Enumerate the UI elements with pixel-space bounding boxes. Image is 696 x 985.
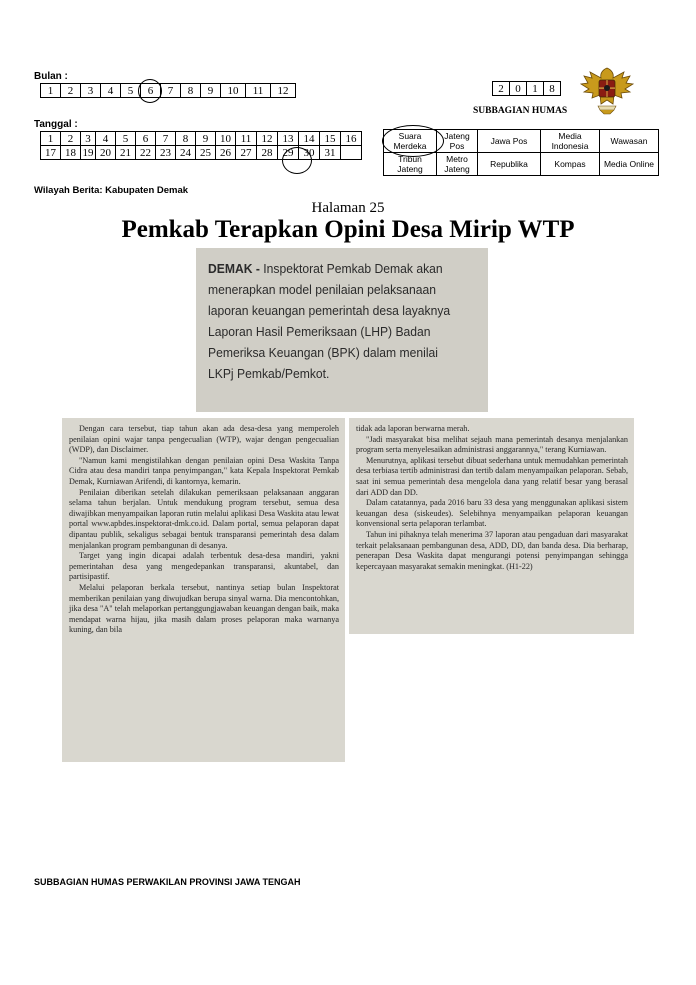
date-cell: 19 (82, 146, 94, 159)
year-digit: 1 (527, 82, 544, 96)
paragraph: "Jadi masyarakat bisa melihat sejauh mana pemerintah desanya menjalankan program serta menyelesaikan administrasi anggarannya," terang Kurniawan. (356, 434, 628, 455)
date-cell: 2 (61, 132, 81, 146)
date-cell: 4 (96, 132, 116, 146)
paragraph: Melalui pelaporan berkala tersebut, nantinya setiap bulan Inspektorat memberikan penilaian yang diwujudkan berupa sinyal warna. Dia mencontohkan, jika desa "A" telah melaporkan pertanggungjawaban keuangan dengan baik, maka mendapat warna hijau, jika masih dalam proses pelaporan maka warnanya kuning, dan bila (69, 582, 339, 635)
article-title: Pemkab Terapkan Opini Desa Mirip WTP (121, 216, 575, 243)
month-cell: 9 (201, 84, 221, 98)
date-cell: 5 (116, 132, 136, 146)
date-cell: 16 (341, 132, 362, 146)
month-cell: 12 (271, 84, 296, 98)
garuda-emblem-icon (578, 62, 636, 120)
date-cell: 31 (320, 146, 341, 160)
media-cell: Kompas (541, 153, 600, 176)
media-cell: Jateng Pos (437, 130, 478, 153)
month-cell: 8 (181, 84, 201, 98)
media-cell: Media Online (600, 153, 659, 176)
date-cell: 12 (257, 132, 278, 146)
paragraph: Menurutnya, aplikasi tersebut dibuat sederhana untuk memudahkan pemerintah desa terbiasa tertib administrasi dan tertib dalam menyampaikan pelaporan. Sebab, saat ini semua pemerintah desa mengelola dana yang relatif besar yang berasal dari ADD dan DD. (356, 455, 628, 497)
paragraph: Dalam catatannya, pada 2016 baru 33 desa yang menggunakan aplikasi sistem keuangan desa (siskeudes). Selebihnya menyampaikan pelaporan keuangan konvensional serta pelaporan terlambat. (356, 498, 628, 529)
lead-clipping (196, 248, 488, 412)
date-cell: 18 (61, 146, 81, 160)
date-cell: 7 (156, 132, 176, 146)
article-column-2 (356, 424, 628, 572)
paragraph: Penilaian diberikan setelah dilakukan pemeriksaan pelaksanaan anggaran selama tahun berjalan. Untuk mendukung program tersebut, semua desa diwajibkan menyampaikan laporan rutin melalui aplikasi Desa Waskita atau lewat portal www.apbdes.inspektorat-dmk.co.id. Dalam portal, semua pelaporan dapat dipantau publik, sekaligus sebagai bentuk transparansi pemerintah desa dalam menjalankan program pembangunan di desanya. (69, 487, 339, 550)
page-number: Halaman 25 (311, 200, 385, 216)
date-cell: 30 (299, 146, 320, 160)
media-cell: Wawasan (600, 130, 659, 153)
date-cell: 25 (196, 146, 216, 160)
date-grid (40, 131, 362, 160)
date-cell: 10 (216, 132, 236, 146)
month-cell: 11 (246, 84, 271, 98)
date-cell: 9 (196, 132, 216, 146)
date-cell: 27 (236, 146, 257, 160)
article-column-1 (69, 424, 339, 636)
selected-month-circle (138, 79, 162, 103)
bulan-label: Bulan : (34, 71, 68, 82)
paragraph: tidak ada laporan berwarna merah. (356, 424, 470, 433)
month-cell: 1 (41, 84, 61, 98)
media-cell: Jawa Pos (478, 130, 541, 153)
lead-paragraph (208, 258, 458, 384)
year-grid (492, 81, 561, 96)
date-cell: 20 (96, 146, 116, 160)
year-digit: 2 (493, 82, 510, 96)
date-cell: 17 (41, 146, 61, 160)
month-cell: 6 (141, 84, 161, 98)
wilayah-label: Wilayah Berita: Kabupaten Demak (34, 185, 189, 196)
media-cell: Metro Jateng (437, 153, 478, 176)
date-cell: 22 (136, 146, 156, 160)
paragraph: "Namun kami mengistilahkan dengan penilaian opini Desa Waskita Tanpa Cidra atau desa mandiri tanpa penyimpangan," kata Kepala Inspektorat Pemkab Demak, Kurniawan Arifendi, di kantornya, kemarin. (69, 455, 339, 486)
date-cell: 24 (176, 146, 196, 160)
tanggal-label: Tanggal : (34, 119, 78, 130)
date-cell: 15 (320, 132, 341, 146)
month-grid (40, 83, 296, 98)
footer-label: SUBBAGIAN HUMAS PERWAKILAN PROVINSI JAWA TENGAH (34, 877, 301, 887)
media-cell: Media Indonesia (541, 130, 600, 153)
date-cell: 3 (81, 132, 96, 146)
paragraph: Dengan cara tersebut, tiap tahun akan ada desa-desa yang memperoleh penilaian opini wajar tanpa pengecualian (WTP), wajar dengan pengecualian (WDP), dan Disclaimer. (69, 424, 339, 455)
date-cell: 14 (299, 132, 320, 146)
date-cell: 26 (216, 146, 236, 160)
lead-body: Inspektorat Pemkab Demak akan menerapkan model penilaian pelaksanaan laporan keuangan pemerintah desa layaknya Laporan Hasil Pemeriksaan (LHP) Badan Pemeriksa Keuangan (BPK) dalam menilai LKPj Pemkab/Pemkot. (208, 261, 451, 381)
paragraph: Tahun ini pihaknya telah menerima 37 laporan atau pengaduan dari masyarakat terkait pelaksanaan pembangunan desa, ADD, DD, dan banda desa. Dia berharap, penerapan Desa Waskita dapat mengurangi potensi penyimpangan sehingga kepercayaan masyarakat semakin meningkat. (H1-22) (356, 529, 628, 571)
date-cell: 13 (278, 132, 299, 146)
department-label: SUBBAGIAN HUMAS (473, 106, 568, 116)
date-cell: 23 (156, 146, 176, 160)
month-cell: 3 (81, 84, 101, 98)
month-cell: 7 (161, 84, 181, 98)
media-cell: Republika (478, 153, 541, 176)
media-cell: Suara Merdeka (384, 130, 437, 153)
date-cell: 29 (278, 146, 299, 160)
date-cell: 28 (257, 146, 278, 160)
date-cell (341, 146, 362, 160)
year-digit: 0 (510, 82, 527, 96)
month-cell: 2 (61, 84, 81, 98)
media-cell: Tribun Jateng (384, 153, 437, 176)
date-cell: 6 (136, 132, 156, 146)
month-cell: 5 (121, 84, 141, 98)
selected-date-circle (282, 147, 312, 174)
date-cell: 21 (116, 146, 136, 160)
month-cell: 4 (101, 84, 121, 98)
date-cell: 1 (41, 132, 61, 146)
year-digit: 8 (544, 82, 561, 96)
paragraph: Target yang ingin dicapai adalah terbentuk desa-desa mandiri, yakni pemerintahan desa yang mengedepankan transparansi, akuntabel, dan partisipastif. (69, 551, 339, 582)
date-cell: 11 (236, 132, 257, 146)
lead-dateline: DEMAK - (208, 261, 264, 276)
date-cell: 8 (176, 132, 196, 146)
selected-media-circle (382, 125, 444, 157)
month-cell: 10 (221, 84, 246, 98)
